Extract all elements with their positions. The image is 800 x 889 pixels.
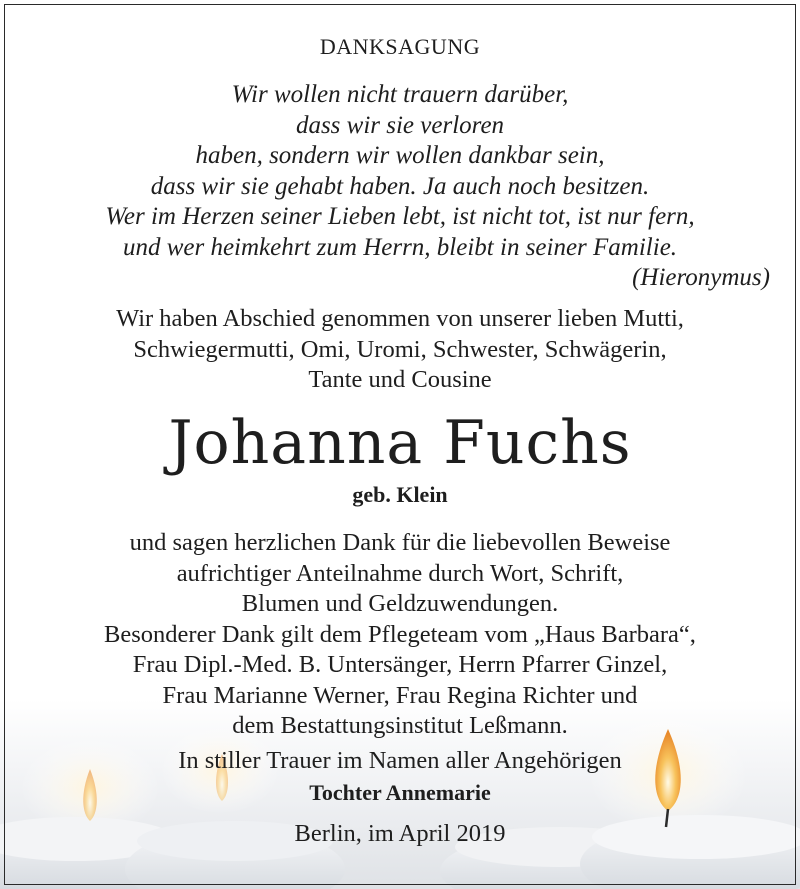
poem-line: dass wir sie gehabt haben. Ja auch noch besitzen. xyxy=(150,172,650,200)
thanks-text xyxy=(0,528,800,742)
mourning-line: In stiller Trauer im Namen aller Angehörigen xyxy=(178,747,622,774)
thanks-line: dem Bestattungsinstitut Leßmann. xyxy=(232,712,568,739)
poem-line: dass wir sie verloren xyxy=(295,111,505,139)
intro-line: Tante und Cousine xyxy=(308,366,492,393)
birth-name: geb. Klein xyxy=(352,482,448,507)
poem-line: Wir wollen nicht trauern darüber, xyxy=(231,81,569,108)
intro-line: Wir haben Abschied genommen von unserer lieben Mutti, xyxy=(116,305,684,332)
thanks-line: Frau Dipl.-Med. B. Untersänger, Herrn Pfarrer Ginzel, xyxy=(132,651,668,678)
poem-author: (Hieronymus) xyxy=(632,264,770,291)
notice-heading: DANKSAGUNG xyxy=(319,34,481,59)
place-date: Berlin, im April 2019 xyxy=(294,820,506,847)
thanks-line: und sagen herzlichen Dank für die liebevollen Beweise xyxy=(129,529,671,556)
poem-line: haben, sondern wir wollen dankbar sein, xyxy=(195,142,605,169)
thanks-line: Besonderer Dank gilt dem Pflegeteam vom „Haus Barbara“, xyxy=(104,620,696,648)
poem-line: und wer heimkehrt zum Herrn, bleibt in seiner Familie. xyxy=(122,233,678,261)
thanks-line: aufrichtiger Anteilnahme durch Wort, Schrift, xyxy=(176,559,624,587)
signer-name: Tochter Annemarie xyxy=(309,780,491,805)
thanks-line: Blumen und Geldzuwendungen. xyxy=(241,590,559,617)
intro-text xyxy=(0,304,800,396)
thanks-line: Frau Marianne Werner, Frau Regina Richter und xyxy=(162,681,638,709)
intro-line: Schwiegermutti, Omi, Uromi, Schwester, Schwägerin, xyxy=(133,335,667,363)
poem-quote xyxy=(0,80,800,294)
poem-line: Wer im Herzen seiner Lieben lebt, ist nicht tot, ist nur fern, xyxy=(105,203,695,230)
deceased-name: Johanna Fuchs xyxy=(168,408,632,478)
